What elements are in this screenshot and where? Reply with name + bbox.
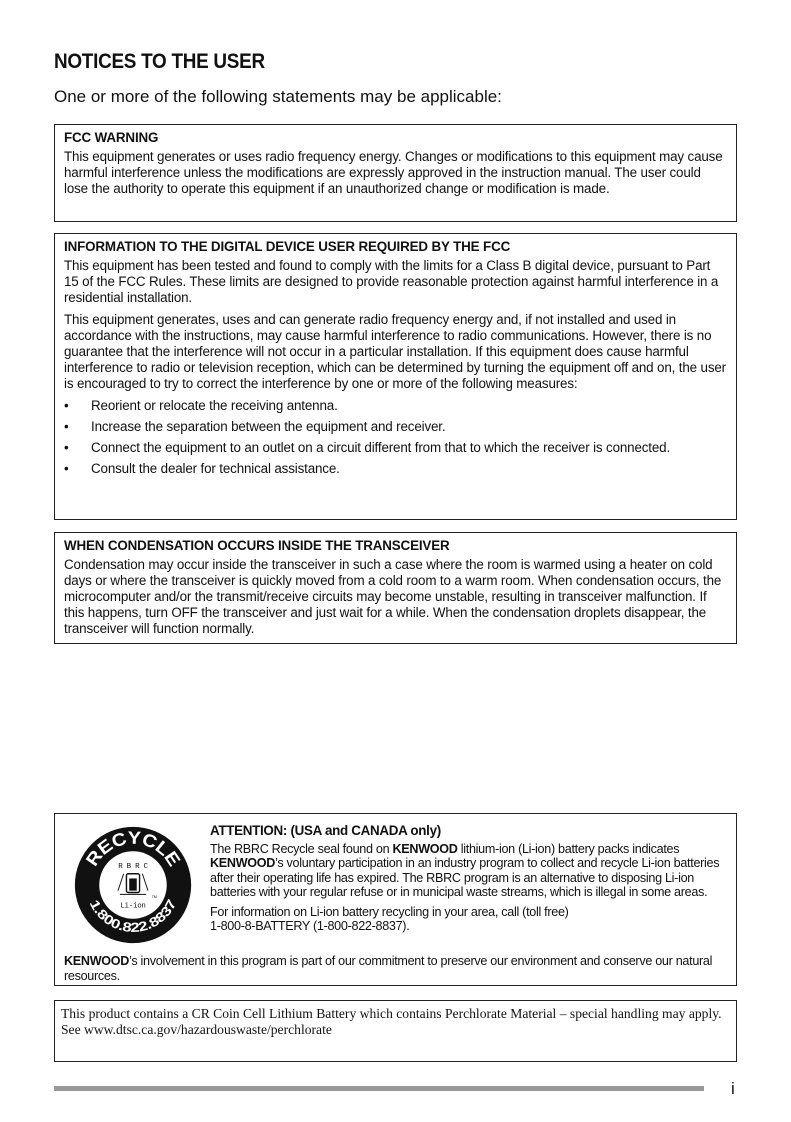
seal-tm-text: TM (151, 895, 157, 900)
seal-phone-text: 1.800.822.8837 (86, 897, 179, 936)
text: lithium-ion (Li-ion) battery packs indicates (457, 841, 680, 856)
rbrc-paragraph-1 (210, 842, 727, 900)
digital-device-box (54, 233, 737, 520)
measure-text: Consult the dealer for technical assistance. (91, 461, 340, 476)
page-subtitle: One or more of the following statements may be applicable: (54, 87, 502, 106)
fcc-warning-heading: FCC WARNING (64, 130, 159, 145)
list-item (64, 461, 727, 477)
condensation-box (54, 532, 737, 644)
text: ’s involvement in this program is part of our commitment to preserve our environment and conserve our natural resources. (64, 954, 713, 983)
condensation-text: Condensation may occur inside the transceiver in such a case where the room is warmed using a heater on cold days or where the transceiver is quickly moved from a cold room to a warm room. When condensation occurs, the microcomputer and/or the transmit/receive circuits may become unstable, resulting in transceiver malfunction. If this happens, turn OFF the transceiver and just wait for a while. When the condensation droplets disappear, the transceiver will function normally. (64, 557, 722, 636)
digital-device-heading: INFORMATION TO THE DIGITAL DEVICE USER REQUIRED BY THE FCC (64, 239, 511, 254)
rbrc-footer-text (64, 954, 727, 983)
seal-top-text: RECYCLE (81, 827, 184, 870)
footer-rule (54, 1086, 704, 1091)
page-title: NOTICES TO THE USER (54, 50, 265, 73)
list-item (64, 440, 727, 456)
rbrc-heading: ATTENTION: (USA and CANADA only) (210, 823, 441, 838)
list-item (64, 419, 727, 435)
rbrc-box (54, 813, 737, 986)
seal-battery-text: Li-ion (120, 902, 146, 911)
brand-name: KENWOOD (210, 856, 276, 870)
measure-text: Increase the separation between the equipment and receiver. (91, 419, 446, 434)
text: ’s voluntary participation in an industry program to collect and recycle Li-ion batteries after their operating life has expired. The RBRC program is an alternative to disposing Li-ion batteries with your regular refuse or in municipal waste streams, which is illegal in some areas. (210, 856, 720, 899)
phone-number: 1-800-8-BATTERY (1-800-822-8837). (210, 919, 410, 933)
measures-list (64, 398, 727, 477)
list-item (64, 398, 727, 414)
perchlorate-text: This product contains a CR Coin Cell Lithium Battery which contains Perchlorate Material – special handling may apply. (61, 1006, 722, 1021)
condensation-heading: WHEN CONDENSATION OCCURS INSIDE THE TRANSCEIVER (64, 538, 450, 553)
page-number: i (731, 1079, 735, 1098)
bullet: • (64, 398, 69, 413)
rbrc-paragraph-2 (210, 905, 727, 934)
bullet: • (64, 419, 69, 434)
bullet: • (64, 461, 69, 476)
brand-name: KENWOOD (392, 841, 458, 856)
measure-text: Connect the equipment to an outlet on a circuit different from that to which the receiver is connected. (91, 440, 671, 455)
brand-name: KENWOOD (64, 954, 130, 968)
digital-device-paragraph-1: This equipment has been tested and found to comply with the limits for a Class B digital device, pursuant to Part 15 of the FCC Rules. These limits are designed to provide reasonable protection against harmful interference in a residential installation. (64, 258, 719, 305)
bullet: • (64, 440, 69, 455)
fcc-warning-box (54, 124, 737, 222)
digital-device-paragraph-2: This equipment generates, uses and can generate radio frequency energy and, if not installed and used in accordance with the instructions, may cause harmful interference to radio communications. However, there is no guarantee that the interference will not occur in a particular installation. If this equipment does cause harmful interference to radio or television reception, which can be determined by turning the equipment off and on, the user is encouraged to try to correct the interference by one or more of the following measures: (64, 312, 726, 391)
perchlorate-box (54, 1000, 737, 1062)
text: The RBRC Recycle seal found on (210, 841, 393, 856)
measure-text: Reorient or relocate the receiving antenna. (91, 398, 338, 413)
seal-org-text: R B R C (118, 863, 148, 872)
text: For information on Li-ion battery recycling in your area, call (toll free) (210, 904, 569, 919)
rbrc-recycle-seal-logo (73, 825, 193, 945)
fcc-warning-text: This equipment generates or uses radio frequency energy. Changes or modifications to this equipment may cause harmful interference unless the modifications are expressly approved in the instruction manual. The user could lose the authority to operate this equipment if an unauthorized change or modification is made. (64, 149, 723, 196)
perchlorate-url: See www.dtsc.ca.gov/hazardouswaste/perchlorate (61, 1022, 332, 1037)
